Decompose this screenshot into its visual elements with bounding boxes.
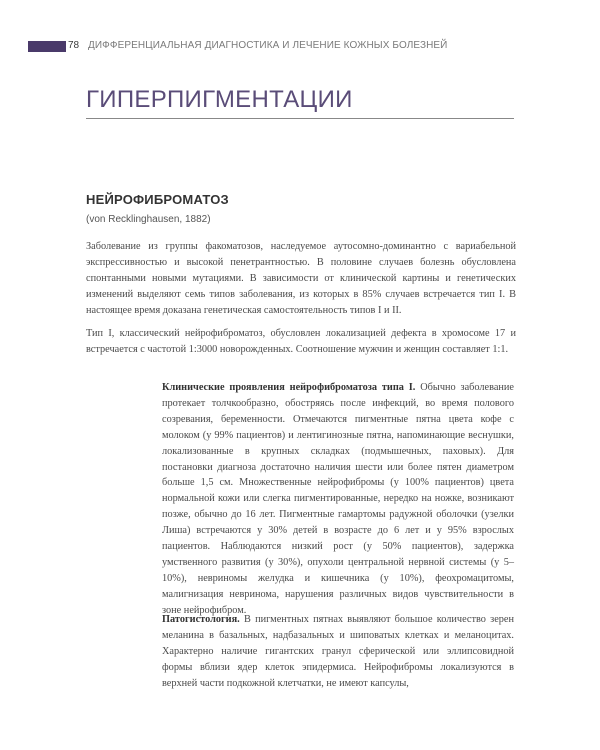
paragraph-histology [162,612,514,692]
paragraph-intro-text: Заболевание из группы факоматозов, наследуемое аутосомно-доминантно с вариабельной экспрессивностью и высокой пенетрантностью. В половине случаев болезнь обусловлена спонтанными новыми мутациями. В зависимости от клинической картины и генетических изменений выделяют семь типов заболевания, из которых в 85% случаев встречается тип I. В настоящее время доказана генетическая самостоятельность типов I и II. [86,241,516,316]
paragraph-type-one [86,326,516,358]
paragraph-clinical-lead: Клинические проявления нейрофиброматоза типа I. [162,382,416,393]
paragraph-histology-text: В пигментных пятнах выявляют большое количество зерен меланина в базальных, надбазальных и шиповатых клетках и меланоцитах. Характерно наличие гигантских гранул сферической или эллипсовидной формы вблизи ядер клеток эпидермиса. Нейрофибромы локализуются в верхней части подкожной клетчатки, не имеют капсулы, [162,614,514,689]
paragraph-histology-lead: Патогистология. [162,614,240,625]
page-number: 78 [68,40,80,51]
paragraph-clinical-text: Обычно заболевание протекает толчкообразно, обостряясь после инфекций, во время полового созревания, беременности. Отмечаются пигментные пятна цвета кофе с молоком (у 99% пациентов) и лентигинозные пятна, напоминающие веснушки, локализованные в крупных складках (подмышечных, паховых). Для постановки диагноза достаточно наличия шести или более пятен диаметром больше 1,5 см. Множественные нейрофибромы (у 100% пациентов) цвета нормальной кожи или слегка пигментированные, нередко на ножке, возникают позже, обычно до 16 лет. Пигментные гамартомы радужной оболочки (узелки Лиша) встречаются у 30% детей в возрасте до 6 лет и у 95% взрослых пациентов. Наблюдаются низкий рост (у 50% пациентов), задержка умственного развития (у 30%), опухоли центральной нервной системы (у 5–10%), невриномы желудка и кишечника (у 10%), феохромацитомы, малигнизация невринома, нарушения различных видов чувствительности в зоне нейрофибром. [162,382,514,616]
running-header-title: ДИФФЕРЕНЦИАЛЬНАЯ ДИАГНОСТИКА И ЛЕЧЕНИЕ КОЖНЫХ БОЛЕЗНЕЙ [88,40,448,51]
section-subtitle: (von Recklinghausen, 1882) [86,214,211,225]
chapter-title: ГИПЕРПИГМЕНТАЦИИ [86,86,353,113]
paragraph-type-one-text: Тип I, классический нейрофиброматоз, обусловлен локализацией дефекта в хромосоме 17 и встречается с частотой 1:3000 новорожденных. Соотношение мужчин и женщин составляет 1:1. [86,328,516,355]
paragraph-intro [86,239,516,319]
chapter-divider [86,118,514,119]
paragraph-clinical [162,380,514,619]
header-accent-bar [28,41,67,52]
section-title: НЕЙРОФИБРОМАТОЗ [86,192,229,207]
